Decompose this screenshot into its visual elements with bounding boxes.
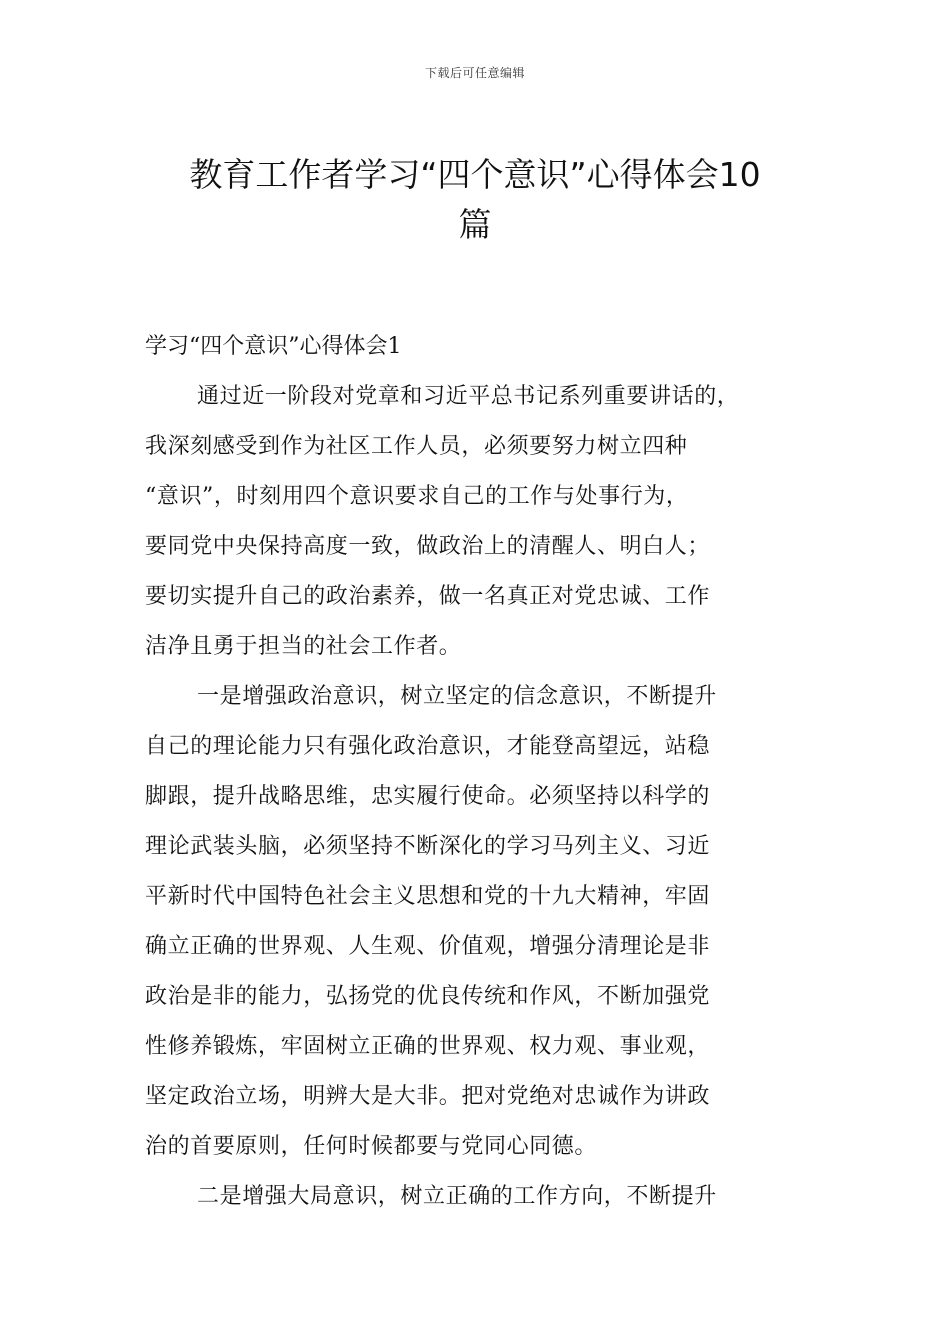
document-title (140, 150, 810, 250)
paragraph-line: 脚跟，提升战略思维，忠实履行使命。必须坚持以科学的 (145, 784, 711, 809)
title-line-2: 篇 (458, 205, 492, 244)
section-heading: 学习“四个意识”心得体会1 (145, 334, 402, 359)
paragraph-2 (145, 672, 815, 1172)
paragraph-line: 洁净且勇于担当的社会工作者。 (145, 634, 462, 659)
header-note: 下载后可任意编辑 (424, 66, 525, 80)
paragraph-1 (145, 372, 815, 672)
paragraph-line: 平新时代中国特色社会主义思想和党的十九大精神，牢固 (145, 884, 711, 909)
paragraph-line: “意识”，时刻用四个意识要求自己的工作与处事行为， (145, 484, 689, 509)
paragraph-line: 性修养锻炼，牢固树立正确的世界观、权力观、事业观， (145, 1034, 711, 1059)
document-body (145, 322, 815, 1222)
paragraph-line: 一是增强政治意识，树立坚定的信念意识，不断提升 (197, 684, 717, 709)
paragraph-line: 自己的理论能力只有强化政治意识，才能登高望远，站稳 (145, 734, 711, 759)
paragraph-line: 坚定政治立场，明辨大是大非。把对党绝对忠诚作为讲政 (145, 1084, 711, 1109)
paragraph-line: 二是增强大局意识，树立正确的工作方向，不断提升 (197, 1184, 717, 1209)
paragraph-line: 我深刻感受到作为社区工作人员，必须要努力树立四种 (145, 434, 688, 459)
paragraph-line: 要同党中央保持高度一致，做政治上的清醒人、明白人； (145, 534, 711, 559)
paragraph-line: 通过近一阶段对党章和习近平总书记系列重要讲话的， (197, 384, 740, 409)
paragraph-line: 政治是非的能力，弘扬党的优良传统和作风，不断加强党 (145, 984, 711, 1009)
paragraph-3 (145, 1172, 815, 1222)
paragraph-line: 理论武装头脑，必须坚持不断深化的学习马列主义、习近 (145, 834, 711, 859)
paragraph-line: 确立正确的世界观、人生观、价值观，增强分清理论是非 (145, 934, 711, 959)
paragraph-line: 要切实提升自己的政治素养，做一名真正对党忠诚、工作 (145, 584, 711, 609)
paragraph-line: 治的首要原则，任何时候都要与党同心同德。 (145, 1134, 598, 1159)
title-line-1: 教育工作者学习“四个意识”心得体会10 (189, 155, 761, 194)
